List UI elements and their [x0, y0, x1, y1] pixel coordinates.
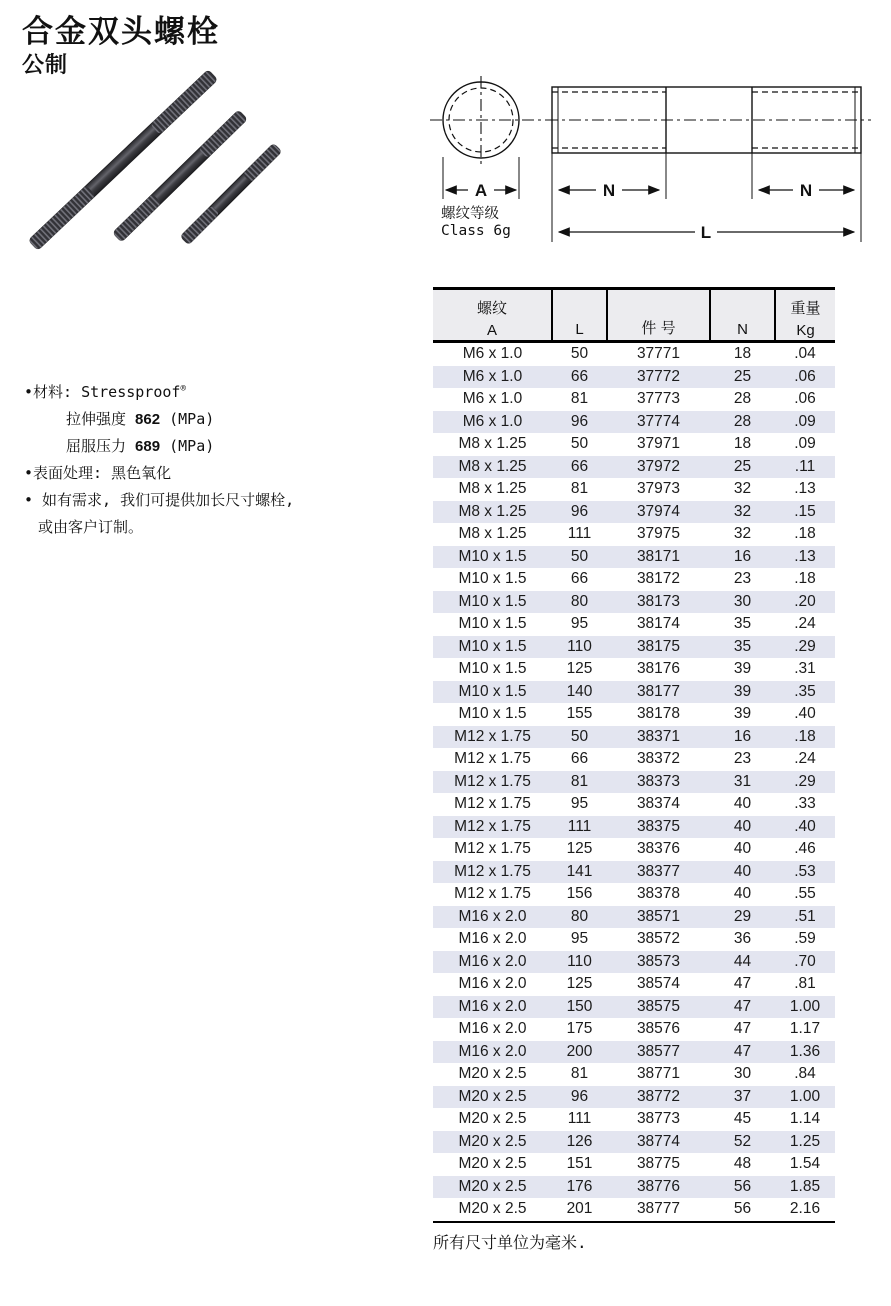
- table-row: [433, 861, 835, 884]
- table-cell: 66: [570, 570, 589, 587]
- table-cell: .51: [794, 907, 816, 925]
- table-cell: M12 x 1.75: [454, 772, 531, 790]
- table-cell: M12 x 1.75: [454, 750, 531, 767]
- table-row: [433, 996, 835, 1019]
- table-cell: M10 x 1.5: [458, 682, 527, 700]
- note-yield: 屈服压力 689 (MPa): [66, 437, 215, 455]
- table-cell: 38175: [636, 637, 681, 655]
- table-cell: M12 x 1.75: [454, 795, 531, 812]
- table-cell: 200: [566, 1042, 593, 1060]
- table-cell: M20 x 2.5: [458, 1177, 527, 1195]
- table-row: [433, 342, 835, 366]
- table-row: [433, 1108, 835, 1131]
- table-cell: 96: [570, 1087, 589, 1105]
- table-row: [433, 681, 835, 704]
- table-row: [433, 456, 835, 479]
- table-row: [433, 1176, 835, 1199]
- table-cell: 44: [733, 952, 752, 970]
- table-cell: M8 x 1.25: [458, 457, 527, 475]
- table-cell: M10 x 1.5: [458, 547, 527, 565]
- table-cell: 38376: [636, 840, 681, 857]
- table-cell: 150: [566, 997, 593, 1015]
- table-cell: .06: [794, 367, 816, 385]
- table-cell: 66: [570, 750, 589, 767]
- table-cell: 36: [733, 930, 752, 947]
- note-tensile: 拉伸强度 862 (MPa): [66, 410, 215, 428]
- table-cell: 125: [566, 840, 593, 857]
- table-cell: .70: [794, 952, 816, 970]
- page-subtitle: 公制: [22, 52, 69, 77]
- table-cell: 30: [733, 592, 752, 610]
- table-row: [433, 568, 835, 591]
- stud-medium: [112, 110, 247, 242]
- table-cell: 38371: [636, 727, 681, 745]
- table-row: [433, 501, 835, 524]
- table-row: [433, 523, 835, 546]
- dim-n-right-label: N: [799, 181, 813, 200]
- table-cell: 18: [733, 435, 752, 452]
- table-cell: 47: [733, 1020, 752, 1037]
- table-cell: M20 x 2.5: [458, 1065, 527, 1082]
- table-cell: .59: [794, 930, 816, 947]
- table-cell: .29: [794, 637, 816, 655]
- table-cell: M12 x 1.75: [454, 817, 531, 835]
- table-cell: 32: [733, 502, 752, 520]
- table-cell: 81: [570, 772, 589, 790]
- table-row: [433, 726, 835, 749]
- table-cell: 66: [570, 367, 589, 385]
- table-cell: 32: [733, 480, 752, 497]
- spec-table: [433, 287, 835, 1223]
- table-cell: .15: [794, 502, 816, 520]
- table-cell: M12 x 1.75: [454, 727, 531, 745]
- table-cell: .11: [794, 457, 816, 475]
- table-cell: 1.14: [789, 1110, 821, 1127]
- table-cell: 50: [570, 435, 589, 452]
- table-cell: 38575: [636, 997, 681, 1015]
- table-cell: 23: [733, 570, 752, 587]
- table-cell: 52: [733, 1132, 752, 1150]
- table-cell: M16 x 2.0: [458, 975, 527, 992]
- table-row: [433, 1041, 835, 1064]
- table-cell: 37772: [636, 367, 681, 385]
- table-cell: M6 x 1.0: [462, 345, 523, 362]
- table-cell: 18: [733, 345, 752, 362]
- col-header-length: L: [552, 289, 607, 342]
- table-row: [433, 1153, 835, 1176]
- thread-class-cn: 螺纹等级: [441, 206, 499, 222]
- table-cell: 29: [733, 907, 752, 925]
- col-header-n: N: [710, 289, 775, 342]
- table-cell: 111: [567, 1110, 592, 1127]
- table-row: [433, 793, 835, 816]
- table-cell: M12 x 1.75: [454, 840, 531, 857]
- table-cell: .84: [794, 1065, 816, 1082]
- table-cell: 38576: [636, 1020, 681, 1037]
- table-cell: M10 x 1.5: [458, 592, 527, 610]
- table-cell: 125: [566, 660, 593, 677]
- table-row: [433, 1063, 835, 1086]
- table-cell: M20 x 2.5: [458, 1110, 527, 1127]
- table-cell: M20 x 2.5: [458, 1087, 527, 1105]
- spec-table-section: [433, 287, 835, 1253]
- table-cell: M20 x 2.5: [458, 1200, 527, 1217]
- table-cell: 2.16: [789, 1200, 821, 1217]
- table-cell: 47: [733, 975, 752, 992]
- table-cell: M16 x 2.0: [458, 1020, 527, 1037]
- table-row: [433, 883, 835, 906]
- table-cell: .40: [794, 817, 816, 835]
- table-cell: 40: [733, 885, 752, 902]
- table-cell: 1.17: [789, 1020, 821, 1037]
- table-cell: 35: [733, 637, 752, 655]
- table-cell: 38173: [636, 592, 681, 610]
- table-cell: M10 x 1.5: [458, 660, 527, 677]
- table-cell: 32: [733, 525, 752, 542]
- dim-l-label: L: [700, 223, 712, 242]
- table-cell: 38571: [636, 907, 681, 925]
- table-cell: M16 x 2.0: [458, 997, 527, 1015]
- table-row: [433, 838, 835, 861]
- table-cell: M6 x 1.0: [462, 412, 523, 430]
- table-cell: 81: [570, 390, 589, 407]
- table-cell: 38176: [636, 660, 681, 677]
- table-body: [433, 342, 835, 1222]
- table-cell: 25: [733, 457, 752, 475]
- table-cell: .09: [794, 435, 816, 452]
- table-cell: 126: [566, 1132, 593, 1150]
- col-header-part-no: 件 号: [607, 289, 710, 342]
- table-cell: 96: [570, 412, 589, 430]
- col-header-thread: 螺纹 A: [433, 289, 552, 342]
- table-cell: M6 x 1.0: [462, 367, 523, 385]
- table-cell: M16 x 2.0: [458, 930, 527, 947]
- table-cell: 56: [733, 1177, 752, 1195]
- table-cell: 25: [733, 367, 752, 385]
- table-cell: 110: [567, 637, 592, 655]
- table-cell: 38373: [636, 772, 681, 790]
- table-cell: 40: [733, 862, 752, 880]
- table-cell: .20: [794, 592, 816, 610]
- table-cell: 1.36: [789, 1042, 821, 1060]
- table-cell: 31: [733, 772, 752, 790]
- table-row: [433, 388, 835, 411]
- table-cell: 38775: [636, 1155, 681, 1172]
- table-row: [433, 478, 835, 501]
- table-footnote: 所有尺寸单位为毫米.: [433, 1232, 587, 1252]
- table-cell: .04: [794, 345, 816, 362]
- table-cell: 95: [570, 615, 589, 632]
- table-cell: 40: [733, 840, 752, 857]
- table-cell: .18: [794, 727, 816, 745]
- table-cell: 140: [566, 682, 593, 700]
- table-cell: 81: [570, 480, 589, 497]
- table-row: [433, 816, 835, 839]
- table-row: [433, 613, 835, 636]
- table-cell: 40: [733, 817, 752, 835]
- table-cell: 38772: [636, 1087, 681, 1105]
- table-cell: M6 x 1.0: [462, 390, 523, 407]
- table-cell: 80: [570, 907, 589, 925]
- table-cell: M10 x 1.5: [458, 570, 527, 587]
- table-cell: 38771: [636, 1065, 681, 1082]
- table-cell: 38377: [636, 862, 681, 880]
- table-cell: 1.85: [789, 1177, 821, 1195]
- table-cell: 38776: [636, 1177, 681, 1195]
- thread-class-en: Class 6g: [441, 223, 511, 239]
- dim-n-left-label: N: [602, 181, 616, 200]
- table-cell: 37774: [636, 412, 681, 430]
- table-cell: 30: [733, 1065, 752, 1082]
- table-cell: 38171: [636, 547, 681, 565]
- table-cell: 110: [567, 952, 592, 970]
- table-row: [433, 703, 835, 726]
- table-cell: M8 x 1.25: [458, 480, 527, 497]
- note-finish: •表面处理: 黑色氧化: [24, 464, 172, 482]
- table-cell: .55: [794, 885, 816, 902]
- table-cell: M10 x 1.5: [458, 615, 527, 632]
- col-header-weight: 重量 Kg: [775, 289, 835, 342]
- table-row: [433, 1198, 835, 1222]
- table-cell: .18: [794, 525, 816, 542]
- table-row: [433, 1131, 835, 1154]
- table-row: [433, 636, 835, 659]
- table-row: [433, 748, 835, 771]
- table-row: [433, 771, 835, 794]
- table-cell: .09: [794, 412, 816, 430]
- table-cell: 66: [570, 457, 589, 475]
- table-cell: .29: [794, 772, 816, 790]
- registered-mark: ®: [180, 384, 186, 394]
- table-row: [433, 906, 835, 929]
- table-cell: 80: [570, 592, 589, 610]
- table-cell: 38573: [636, 952, 681, 970]
- table-cell: 28: [733, 412, 752, 430]
- table-row: [433, 1018, 835, 1041]
- table-cell: 201: [566, 1200, 593, 1217]
- table-cell: M8 x 1.25: [458, 525, 527, 542]
- table-cell: M16 x 2.0: [458, 1042, 527, 1060]
- table-cell: 156: [566, 885, 593, 902]
- table-cell: 1.25: [789, 1132, 821, 1150]
- table-row: [433, 951, 835, 974]
- table-cell: 39: [733, 660, 752, 677]
- table-cell: 37972: [636, 457, 681, 475]
- table-cell: M8 x 1.25: [458, 435, 527, 452]
- table-cell: .46: [794, 840, 816, 857]
- table-cell: M12 x 1.75: [454, 885, 531, 902]
- table-cell: 1.00: [789, 1087, 821, 1105]
- table-cell: 38177: [636, 682, 681, 700]
- note-material: •材料: Stressproof®: [24, 383, 186, 401]
- table-cell: M10 x 1.5: [458, 637, 527, 655]
- table-cell: 38375: [636, 817, 681, 835]
- table-cell: 39: [733, 682, 752, 700]
- table-cell: .81: [794, 975, 816, 992]
- table-cell: 155: [566, 705, 593, 722]
- table-cell: M10 x 1.5: [458, 705, 527, 722]
- table-row: [433, 366, 835, 389]
- table-cell: 37: [733, 1087, 752, 1105]
- table-cell: 176: [566, 1177, 593, 1195]
- table-row: [433, 546, 835, 569]
- table-cell: 37973: [636, 480, 681, 497]
- table-cell: 47: [733, 997, 752, 1015]
- table-cell: 16: [733, 547, 752, 565]
- table-cell: 37971: [636, 435, 681, 452]
- table-cell: 175: [566, 1020, 593, 1037]
- table-cell: 38777: [636, 1200, 681, 1217]
- table-row: [433, 411, 835, 434]
- table-cell: 95: [570, 795, 589, 812]
- table-cell: 47: [733, 1042, 752, 1060]
- table-cell: 37975: [636, 525, 681, 542]
- table-cell: 38774: [636, 1132, 681, 1150]
- table-cell: 95: [570, 930, 589, 947]
- table-cell: 37773: [636, 390, 681, 407]
- table-cell: .31: [794, 660, 816, 677]
- table-cell: 38773: [636, 1110, 681, 1127]
- table-row: [433, 658, 835, 681]
- table-cell: 125: [566, 975, 593, 992]
- note-custom-2: 或由客户订制。: [38, 518, 144, 536]
- table-cell: 111: [567, 525, 592, 542]
- table-row: [433, 433, 835, 456]
- table-cell: 151: [566, 1155, 593, 1172]
- table-cell: 45: [733, 1110, 752, 1127]
- table-cell: .33: [794, 795, 816, 812]
- table-cell: 38172: [636, 570, 681, 587]
- table-cell: 28: [733, 390, 752, 407]
- table-cell: 37974: [636, 502, 681, 520]
- table-cell: 56: [733, 1200, 752, 1217]
- table-header-row: [433, 289, 835, 342]
- table-row: [433, 973, 835, 996]
- table-cell: .18: [794, 570, 816, 587]
- table-cell: 38577: [636, 1042, 681, 1060]
- table-cell: M8 x 1.25: [458, 502, 527, 520]
- table-cell: 141: [566, 862, 593, 880]
- table-cell: .24: [794, 750, 816, 767]
- table-cell: 81: [570, 1065, 589, 1082]
- table-cell: 50: [570, 345, 589, 362]
- table-cell: M16 x 2.0: [458, 907, 527, 925]
- table-cell: 38574: [636, 975, 681, 992]
- dim-a-label: A: [474, 181, 488, 200]
- table-cell: 38572: [636, 930, 681, 947]
- table-cell: 40: [733, 795, 752, 812]
- note-custom-1: • 如有需求, 我们可提供加长尺寸螺栓,: [24, 491, 295, 509]
- table-cell: 48: [733, 1155, 752, 1172]
- table-cell: 23: [733, 750, 752, 767]
- table-cell: .06: [794, 390, 816, 407]
- table-cell: M16 x 2.0: [458, 952, 527, 970]
- table-cell: 38372: [636, 750, 681, 767]
- table-cell: 1.00: [789, 997, 821, 1015]
- table-cell: 111: [567, 817, 592, 835]
- table-cell: 38378: [636, 885, 681, 902]
- table-cell: 16: [733, 727, 752, 745]
- table-cell: .24: [794, 615, 816, 632]
- table-cell: M20 x 2.5: [458, 1132, 527, 1150]
- table-cell: M20 x 2.5: [458, 1155, 527, 1172]
- table-cell: 38374: [636, 795, 681, 812]
- table-cell: .13: [794, 480, 816, 497]
- table-cell: 38174: [636, 615, 681, 632]
- table-cell: 50: [570, 727, 589, 745]
- page-title: 合金双头螺栓: [22, 14, 220, 49]
- table-cell: 39: [733, 705, 752, 722]
- table-row: [433, 591, 835, 614]
- table-cell: 37771: [636, 345, 681, 362]
- table-cell: .53: [794, 862, 816, 880]
- table-cell: .40: [794, 705, 816, 722]
- technical-diagram: [424, 62, 891, 262]
- table-cell: .35: [794, 682, 816, 700]
- table-cell: 1.54: [789, 1155, 821, 1172]
- product-notes: [24, 376, 354, 541]
- table-row: [433, 1086, 835, 1109]
- table-cell: 50: [570, 547, 589, 565]
- table-cell: 96: [570, 502, 589, 520]
- table-cell: 35: [733, 615, 752, 632]
- table-cell: .13: [794, 547, 816, 565]
- table-cell: 38178: [636, 705, 681, 722]
- table-row: [433, 928, 835, 951]
- product-photo: [10, 66, 355, 271]
- table-cell: M12 x 1.75: [454, 862, 531, 880]
